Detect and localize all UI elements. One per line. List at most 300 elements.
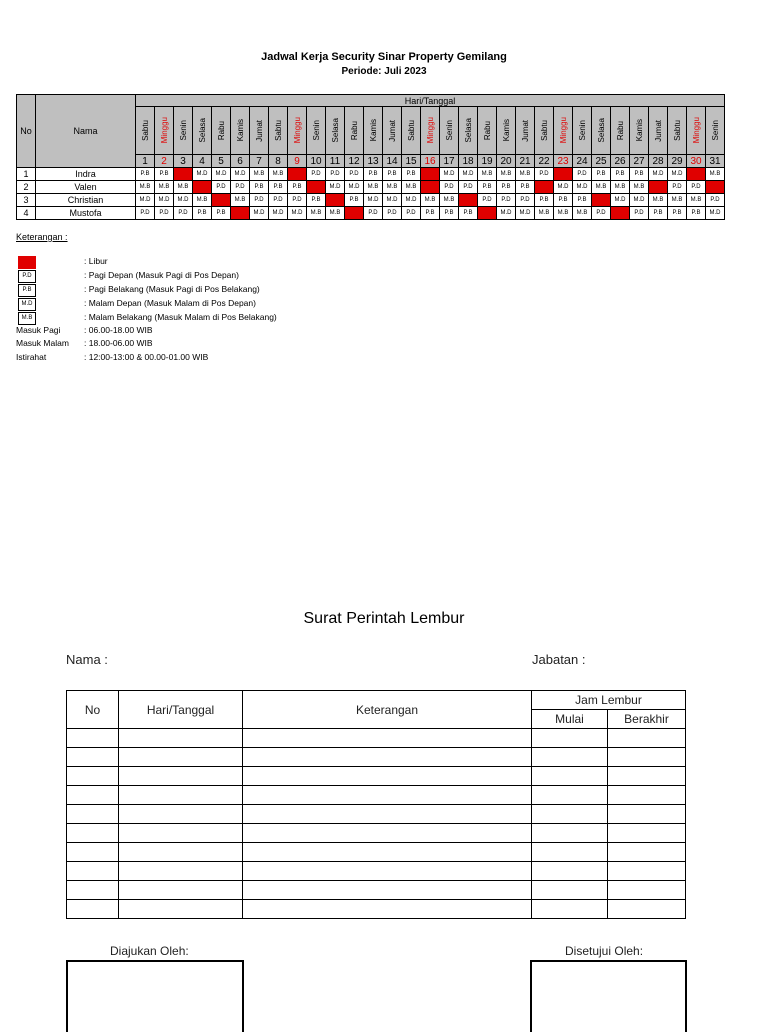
legend-description: : Pagi Belakang (Masuk Pagi di Pos Belakang) [84, 284, 260, 294]
shift-cell: P.B [269, 181, 288, 194]
legend-description: : Pagi Depan (Masuk Pagi di Pos Depan) [84, 270, 239, 280]
overtime-row [67, 767, 686, 786]
overtime-cell[interactable] [119, 729, 243, 748]
approved-by-label: Disetujui Oleh: [565, 944, 644, 958]
day-name-text: Sabtu [140, 120, 150, 141]
day-name [326, 107, 345, 155]
shift-cell: P.B [440, 207, 459, 220]
shift-cell: M.B [402, 181, 421, 194]
shift-cell: M.B [478, 168, 497, 181]
overtime-cell[interactable] [532, 862, 608, 881]
day-name-text: Selasa [463, 118, 473, 143]
shift-cell: P.D [516, 194, 535, 207]
shift-cell: M.D [288, 207, 307, 220]
overtime-cell[interactable] [532, 748, 608, 767]
overtime-cell[interactable] [243, 824, 532, 843]
shift-cell: P.D [687, 181, 706, 194]
shift-cell: M.B [649, 194, 668, 207]
shift-cell: P.B [212, 207, 231, 220]
schedule-header-name: Nama [36, 95, 136, 168]
overtime-cell[interactable] [119, 862, 243, 881]
overtime-cell[interactable] [608, 881, 686, 900]
day-name [611, 107, 630, 155]
shift-off-cell: M.D [307, 181, 326, 194]
schedule-row [17, 181, 725, 194]
day-name [630, 107, 649, 155]
date-number: 7 [250, 155, 269, 168]
ot-header-note: Keterangan [243, 691, 532, 729]
overtime-cell[interactable] [532, 805, 608, 824]
shift-cell: M.D [212, 168, 231, 181]
overtime-cell[interactable] [608, 767, 686, 786]
shift-cell: P.B [668, 207, 687, 220]
date-number: 3 [174, 155, 193, 168]
shift-off-cell: P.B [706, 181, 725, 194]
overtime-cell[interactable] [532, 729, 608, 748]
row-number: 3 [17, 194, 36, 207]
day-name-text: Rabu [482, 120, 492, 141]
shift-off-cell: P.D [649, 181, 668, 194]
date-number: 2 [155, 155, 174, 168]
overtime-cell[interactable] [608, 729, 686, 748]
shift-cell: P.D [383, 207, 402, 220]
shift-cell: M.B [250, 168, 269, 181]
overtime-cell[interactable] [67, 767, 119, 786]
shift-cell: P.B [193, 207, 212, 220]
shift-cell: M.D [649, 168, 668, 181]
shift-off-cell: P.B [326, 194, 345, 207]
date-number: 1 [136, 155, 155, 168]
employee-name: Valen [36, 181, 136, 194]
overtime-cell[interactable] [67, 824, 119, 843]
shift-cell: P.B [630, 168, 649, 181]
shift-cell: P.B [250, 181, 269, 194]
shift-cell: M.D [231, 168, 250, 181]
shift-cell: M.D [554, 181, 573, 194]
shift-cell: M.B [326, 207, 345, 220]
shift-cell: P.D [706, 194, 725, 207]
day-name [592, 107, 611, 155]
shift-cell: P.B [307, 194, 326, 207]
date-number: 4 [193, 155, 212, 168]
shift-cell: M.D [136, 194, 155, 207]
shift-cell: P.B [136, 168, 155, 181]
overtime-row [67, 805, 686, 824]
day-name-text: Senin [311, 120, 321, 141]
date-number: 26 [611, 155, 630, 168]
shift-cell: P.B [155, 168, 174, 181]
overtime-cell[interactable] [608, 900, 686, 919]
day-name-text: Jumat [387, 119, 397, 142]
day-name-text: Jumat [520, 119, 530, 142]
overtime-cell[interactable] [119, 805, 243, 824]
shift-cell: M.D [440, 168, 459, 181]
shift-cell: P.B [383, 168, 402, 181]
day-name [155, 107, 174, 155]
shift-cell: P.D [345, 168, 364, 181]
legend-code-box: P.D [18, 270, 36, 283]
date-number: 21 [516, 155, 535, 168]
day-name-text: Rabu [349, 120, 359, 141]
day-name [554, 107, 573, 155]
overtime-cell[interactable] [119, 900, 243, 919]
shift-cell: P.D [497, 194, 516, 207]
date-number: 16 [421, 155, 440, 168]
shift-cell: M.D [611, 194, 630, 207]
overtime-cell[interactable] [67, 843, 119, 862]
shift-off-cell: P.B [231, 207, 250, 220]
overtime-table [66, 690, 686, 919]
day-name-text: Kamis [634, 119, 644, 142]
overtime-cell[interactable] [243, 805, 532, 824]
shift-off-cell: M.B [345, 207, 364, 220]
date-number: 15 [402, 155, 421, 168]
shift-cell: M.D [364, 194, 383, 207]
shift-cell: P.B [516, 181, 535, 194]
overtime-cell[interactable] [67, 786, 119, 805]
shift-cell: M.B [573, 207, 592, 220]
day-name-text: Sabtu [672, 120, 682, 141]
overtime-cell[interactable] [608, 862, 686, 881]
employee-name: Christian [36, 194, 136, 207]
shift-cell: M.D [459, 168, 478, 181]
shift-off-cell: M.B [478, 207, 497, 220]
submitted-signature-box [66, 960, 244, 1032]
shift-cell: P.B [345, 194, 364, 207]
day-name [364, 107, 383, 155]
shift-off-cell: P.D [611, 207, 630, 220]
date-number: 23 [554, 155, 573, 168]
shift-cell: M.B [630, 181, 649, 194]
overtime-cell[interactable] [243, 748, 532, 767]
shift-cell: M.D [630, 194, 649, 207]
overtime-cell[interactable] [67, 748, 119, 767]
legend-description: : Libur [84, 256, 108, 266]
overtime-cell[interactable] [532, 900, 608, 919]
schedule-row [17, 194, 725, 207]
overtime-cell[interactable] [243, 900, 532, 919]
date-number: 31 [706, 155, 725, 168]
shift-cell: M.D [706, 207, 725, 220]
ot-header-end: Berakhir [608, 710, 686, 729]
shift-cell: P.D [459, 181, 478, 194]
overtime-row [67, 824, 686, 843]
ot-header-hours: Jam Lembur [532, 691, 686, 710]
day-name-text: Minggu [425, 117, 435, 144]
day-name-text: Sabtu [273, 120, 283, 141]
shift-cell: P.B [478, 181, 497, 194]
day-name [250, 107, 269, 155]
day-name [345, 107, 364, 155]
overtime-row [67, 900, 686, 919]
ot-header-date: Hari/Tanggal [119, 691, 243, 729]
position-label: Jabatan : [532, 652, 586, 667]
overtime-cell[interactable] [67, 805, 119, 824]
shift-cell: M.D [326, 181, 345, 194]
shift-cell: P.B [535, 194, 554, 207]
overtime-cell[interactable] [119, 824, 243, 843]
overtime-cell[interactable] [67, 900, 119, 919]
overtime-cell[interactable] [243, 767, 532, 786]
row-number: 1 [17, 168, 36, 181]
overtime-cell[interactable] [243, 862, 532, 881]
date-number: 10 [307, 155, 326, 168]
shift-cell: M.D [155, 194, 174, 207]
shift-cell: P.B [402, 168, 421, 181]
day-name [497, 107, 516, 155]
day-name [383, 107, 402, 155]
day-name [288, 107, 307, 155]
shift-cell: P.D [212, 181, 231, 194]
shift-cell: M.B [535, 207, 554, 220]
shift-cell: M.D [383, 194, 402, 207]
day-name [573, 107, 592, 155]
shift-cell: P.D [155, 207, 174, 220]
day-name [668, 107, 687, 155]
date-number: 11 [326, 155, 345, 168]
shift-cell: P.B [592, 168, 611, 181]
date-number: 13 [364, 155, 383, 168]
shift-cell: M.D [193, 168, 212, 181]
shift-off-cell: P.B [174, 168, 193, 181]
shift-cell: M.D [497, 207, 516, 220]
day-name [687, 107, 706, 155]
shift-cell: P.D [535, 168, 554, 181]
overtime-cell[interactable] [119, 767, 243, 786]
overtime-row [67, 881, 686, 900]
overtime-cell[interactable] [532, 881, 608, 900]
overtime-row [67, 729, 686, 748]
day-name [231, 107, 250, 155]
day-name [193, 107, 212, 155]
shift-cell: M.B [383, 181, 402, 194]
shift-cell: M.D [250, 207, 269, 220]
day-name-text: Minggu [691, 117, 701, 144]
overtime-cell[interactable] [608, 786, 686, 805]
shift-cell: P.B [459, 207, 478, 220]
overtime-row [67, 786, 686, 805]
row-number: 2 [17, 181, 36, 194]
day-name-text: Kamis [368, 119, 378, 142]
date-number: 30 [687, 155, 706, 168]
date-number: 18 [459, 155, 478, 168]
shift-cell: P.B [687, 207, 706, 220]
legend-time-value: : 18.00-06.00 WIB [84, 338, 153, 348]
overtime-cell[interactable] [532, 767, 608, 786]
date-number: 20 [497, 155, 516, 168]
shift-cell: M.B [687, 194, 706, 207]
day-name [478, 107, 497, 155]
day-name-text: Jumat [254, 119, 264, 142]
date-number: 24 [573, 155, 592, 168]
day-name [307, 107, 326, 155]
shift-off-cell: P.D [193, 181, 212, 194]
shift-cell: M.B [231, 194, 250, 207]
shift-off-cell: M.D [592, 194, 611, 207]
legend-time-key: Masuk Pagi [16, 325, 61, 335]
overtime-cell[interactable] [532, 786, 608, 805]
schedule-period: Periode: Juli 2023 [341, 66, 427, 77]
legend-off-swatch [18, 256, 36, 269]
date-number: 14 [383, 155, 402, 168]
overtime-cell[interactable] [119, 748, 243, 767]
shift-cell: M.D [269, 207, 288, 220]
shift-cell: P.B [649, 207, 668, 220]
shift-cell: P.D [250, 194, 269, 207]
overtime-cell[interactable] [67, 729, 119, 748]
shift-cell: M.D [516, 207, 535, 220]
overtime-cell[interactable] [608, 805, 686, 824]
shift-cell: P.D [307, 168, 326, 181]
legend-heading: Keterangan : [16, 232, 68, 242]
shift-cell: M.B [554, 207, 573, 220]
day-name-text: Rabu [615, 120, 625, 141]
date-number: 22 [535, 155, 554, 168]
schedule-header-days: Hari/Tanggal [136, 95, 725, 107]
legend-description: : Malam Depan (Masuk Malam di Pos Depan) [84, 298, 256, 308]
date-number: 8 [269, 155, 288, 168]
overtime-title: Surat Perintah Lembur [303, 610, 465, 627]
day-name-text: Selasa [330, 118, 340, 143]
day-name-text: Sabtu [406, 120, 416, 141]
employee-name: Mustofa [36, 207, 136, 220]
overtime-row [67, 862, 686, 881]
day-name-text: Jumat [653, 119, 663, 142]
shift-off-cell: P.D [554, 168, 573, 181]
shift-cell: P.B [497, 181, 516, 194]
overtime-cell[interactable] [119, 881, 243, 900]
date-number: 17 [440, 155, 459, 168]
shift-cell: P.B [611, 168, 630, 181]
shift-off-cell: M.B [288, 168, 307, 181]
shift-cell: M.B [155, 181, 174, 194]
overtime-cell[interactable] [532, 824, 608, 843]
schedule-row [17, 207, 725, 220]
shift-off-cell: P.D [421, 181, 440, 194]
shift-cell: P.B [573, 194, 592, 207]
date-number: 5 [212, 155, 231, 168]
day-name-text: Minggu [292, 117, 302, 144]
day-name-text: Selasa [596, 118, 606, 143]
overtime-cell[interactable] [67, 862, 119, 881]
legend-time-value: : 06.00-18.00 WIB [84, 325, 153, 335]
approved-signature-box [530, 960, 687, 1032]
shift-cell: M.B [421, 194, 440, 207]
legend-code-box: P.B [18, 284, 36, 297]
shift-cell: M.B [307, 207, 326, 220]
shift-cell: M.B [364, 181, 383, 194]
day-name-text: Sabtu [539, 120, 549, 141]
shift-cell: P.B [364, 168, 383, 181]
shift-cell: M.B [668, 194, 687, 207]
day-name [421, 107, 440, 155]
date-number: 9 [288, 155, 307, 168]
shift-cell: M.B [497, 168, 516, 181]
shift-cell: M.D [174, 194, 193, 207]
date-number: 12 [345, 155, 364, 168]
overtime-cell[interactable] [119, 843, 243, 862]
schedule-row [17, 168, 725, 181]
overtime-cell[interactable] [532, 843, 608, 862]
shift-off-cell: M.D [687, 168, 706, 181]
overtime-cell[interactable] [119, 786, 243, 805]
date-number: 25 [592, 155, 611, 168]
schedule-title: Jadwal Kerja Security Sinar Property Gemilang [261, 51, 507, 63]
shift-off-cell: M.B [459, 194, 478, 207]
legend-code-box: M.B [18, 312, 36, 325]
shift-cell: M.B [516, 168, 535, 181]
shift-cell: P.D [668, 181, 687, 194]
shift-cell: P.D [326, 168, 345, 181]
day-name-text: Rabu [216, 120, 226, 141]
shift-cell: P.D [592, 207, 611, 220]
legend-time-key: Masuk Malam [16, 338, 69, 348]
day-name [535, 107, 554, 155]
ot-header-start: Mulai [532, 710, 608, 729]
row-number: 4 [17, 207, 36, 220]
day-name [136, 107, 155, 155]
shift-cell: P.B [288, 181, 307, 194]
overtime-cell[interactable] [243, 729, 532, 748]
legend-code-box: M.D [18, 298, 36, 311]
day-name [440, 107, 459, 155]
day-name-text: Selasa [197, 118, 207, 143]
shift-cell: M.D [402, 194, 421, 207]
overtime-cell[interactable] [608, 748, 686, 767]
day-name [402, 107, 421, 155]
shift-cell: P.D [573, 168, 592, 181]
overtime-cell[interactable] [608, 843, 686, 862]
shift-cell: M.B [136, 181, 155, 194]
shift-cell: P.B [421, 207, 440, 220]
overtime-cell[interactable] [608, 824, 686, 843]
legend-description: : Malam Belakang (Masuk Malam di Pos Belakang) [84, 312, 277, 322]
overtime-cell[interactable] [243, 843, 532, 862]
day-name [174, 107, 193, 155]
schedule-table [16, 94, 725, 220]
shift-off-cell: M.D [535, 181, 554, 194]
overtime-cell[interactable] [243, 786, 532, 805]
day-name-text: Minggu [159, 117, 169, 144]
shift-cell: M.D [573, 181, 592, 194]
shift-cell: M.B [440, 194, 459, 207]
overtime-row [67, 748, 686, 767]
submitted-by-label: Diajukan Oleh: [110, 944, 189, 958]
employee-name: Indra [36, 168, 136, 181]
shift-cell: P.D [440, 181, 459, 194]
shift-cell: M.D [668, 168, 687, 181]
shift-cell: P.D [269, 194, 288, 207]
date-number: 19 [478, 155, 497, 168]
date-number: 29 [668, 155, 687, 168]
shift-cell: P.D [136, 207, 155, 220]
overtime-cell[interactable] [243, 881, 532, 900]
shift-cell: P.D [402, 207, 421, 220]
day-name-text: Senin [710, 120, 720, 141]
day-name-text: Senin [178, 120, 188, 141]
overtime-row [67, 843, 686, 862]
date-number: 28 [649, 155, 668, 168]
day-name [459, 107, 478, 155]
shift-cell: P.D [364, 207, 383, 220]
day-name-text: Kamis [235, 119, 245, 142]
day-name-text: Senin [444, 120, 454, 141]
legend-time-key: Istirahat [16, 352, 47, 362]
day-name [649, 107, 668, 155]
overtime-cell[interactable] [67, 881, 119, 900]
shift-cell: P.D [288, 194, 307, 207]
legend-time-value: : 12:00-13:00 & 00.00-01.00 WIB [84, 352, 209, 362]
